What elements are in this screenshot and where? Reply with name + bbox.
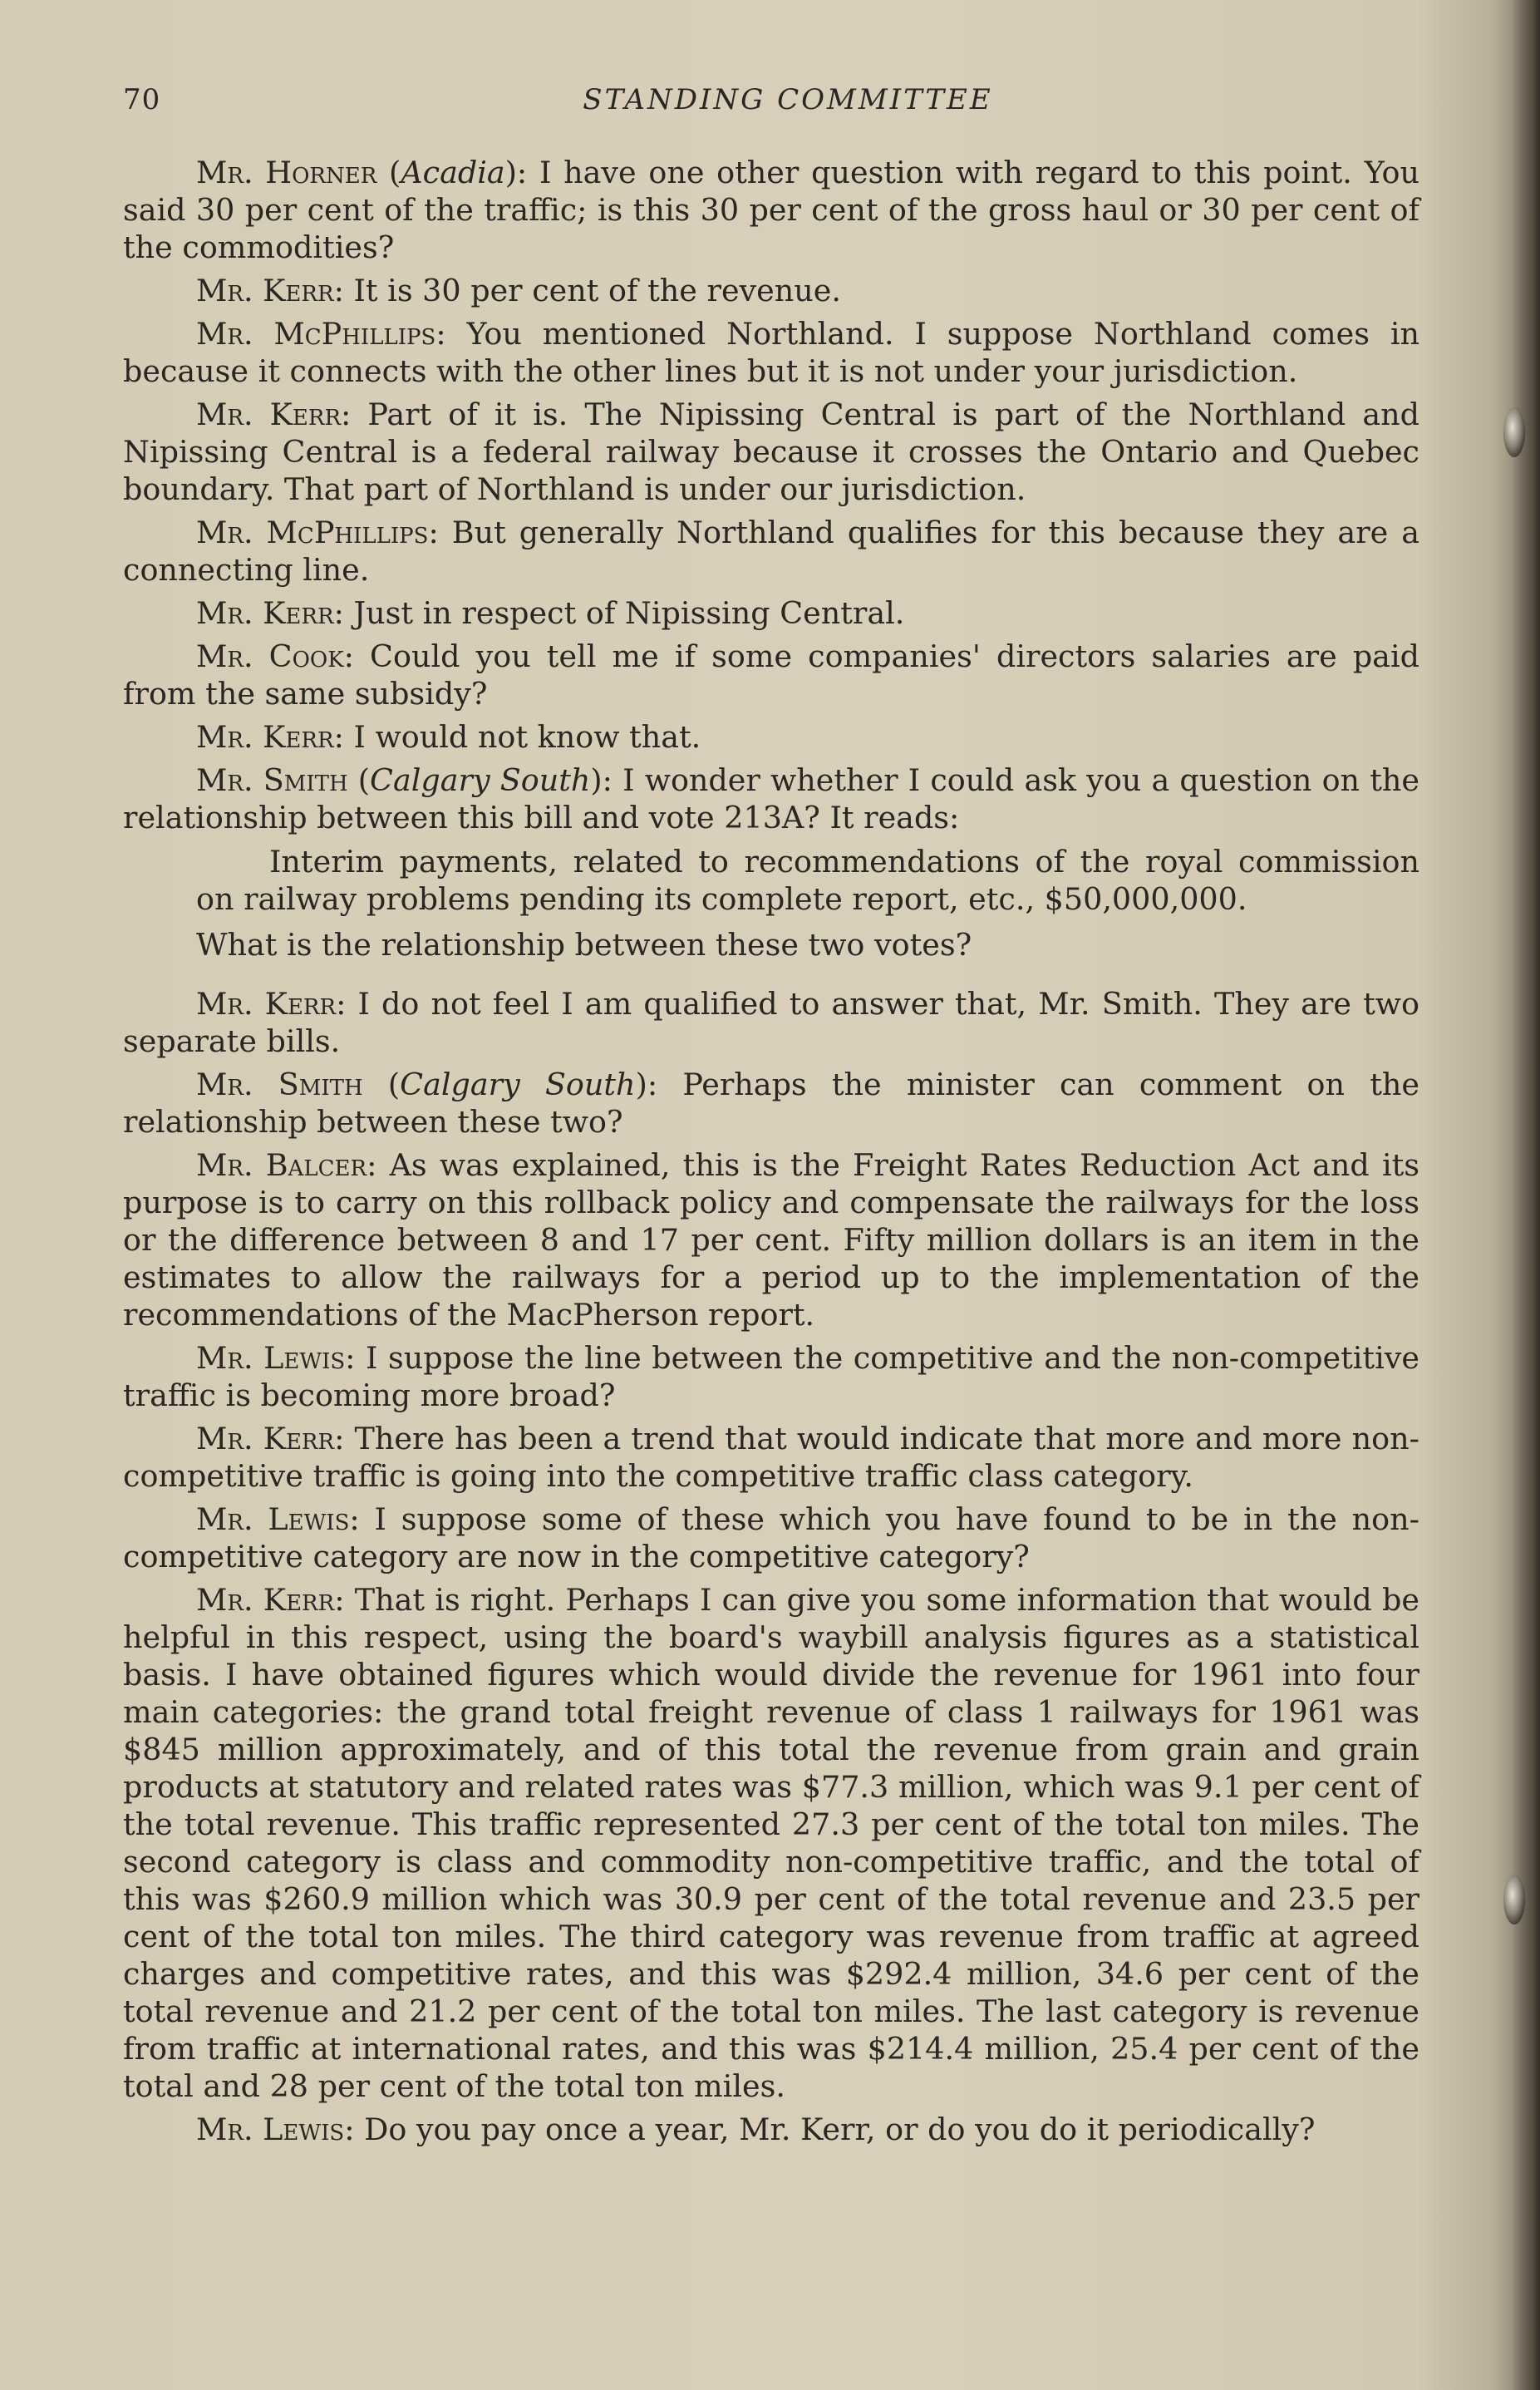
riding-name: Calgary South	[400, 1067, 636, 1102]
paragraph-text: I wonder whether I could ask you a question on the relationship between this bill and vote 213A? It reads:	[123, 762, 1420, 835]
paragraph-text: I have one other question with regard to this point. You said 30 per cent of the traffic; is this 30 per cent of the gross haul or 30 per cent of the commodities?	[123, 155, 1420, 265]
riding-name: Calgary South	[370, 762, 591, 798]
block-quote: Interim payments, related to recommendations of the royal commission on railway problems pending its complete report, etc., $50,000,000.	[196, 844, 1419, 917]
speaker-name: Mr. Smith	[196, 1067, 363, 1102]
paragraph-text: You mentioned Northland. I suppose Northland comes in because it connects with the other lines but it is not under your jurisdiction.	[123, 316, 1419, 389]
riding-name: Acadia	[401, 155, 505, 190]
speaker-name: Mr. Lewis	[196, 1340, 346, 1376]
transcript-paragraph: Mr. Lewis: I suppose some of these which you have found to be in the non-competitive category are now in the competitive category?	[123, 1501, 1419, 1574]
transcript-paragraph: Mr. Horner (Acadia): I have one other question with regard to this point. You said 30 per cent of the traffic; is this 30 per cent of the gross haul or 30 per cent of the commodities?	[123, 155, 1420, 265]
speaker-name: Mr. Lewis	[196, 2112, 345, 2147]
transcript-paragraph: Mr. McPhillips: You mentioned Northland. I suppose Northland comes in because it connects with the other lines but it is not under your jurisdiction.	[123, 316, 1419, 389]
transcript-paragraph: Mr. Kerr: I do not feel I am qualified to answer that, Mr. Smith. They are two separate bills.	[123, 986, 1419, 1059]
paragraph-text: Do you pay once a year, Mr. Kerr, or do you do it periodically?	[364, 2112, 1316, 2147]
transcript-paragraph: Mr. Kerr: Part of it is. The Nipissing Central is part of the Northland and Nipissing Central is a federal railway because it crosses the Ontario and Quebec boundary. That part of Northland is under our jurisdiction.	[123, 397, 1419, 507]
binding-clip-icon	[1503, 407, 1525, 457]
transcript-paragraph: Mr. Kerr: That is right. Perhaps I can give you some information that would be helpful in this respect, using the board's waybill analysis figures as a statistical basis. I have obtained figures which would divide the revenue for 1961 into four main categories: the grand total freight revenue of class 1 railways for 1961 was $845 million approximately, and of this total the revenue from grain and grain products at statutory and related rates was $77.3 million, which was 9.1 per cent of the total revenue. This traffic represented 27.3 per cent of the total ton miles. The second category is class and commodity non-competitive traffic, and the total of this was $260.9 million which was 30.9 per cent of the total revenue and 23.5 per cent of the total ton miles. The third category was revenue from traffic at agreed charges and competitive rates, and this was $292.4 million, 34.6 per cent of the total revenue and 21.2 per cent of the total ton miles. The last category is revenue from traffic at international rates, and this was $214.4 million, 25.4 per cent of the total and 28 per cent of the total ton miles.	[123, 1582, 1419, 2104]
speaker-name: Mr. Kerr	[196, 1582, 335, 1618]
speaker-name: Mr. Kerr	[196, 595, 334, 631]
speaker-name: Mr. Kerr	[196, 986, 337, 1022]
transcript-paragraph: Mr. Cook: Could you tell me if some companies' directors salaries are paid from the same subsidy?	[123, 638, 1419, 712]
speaker-name: Mr. Lewis	[196, 1501, 350, 1537]
transcript-body	[123, 154, 1419, 2154]
transcript-paragraph: Mr. Smith (Calgary South): I wonder whether I could ask you a question on the relationship between this bill and vote 213A? It reads:	[123, 762, 1420, 835]
speaker-name: Mr. Kerr	[196, 273, 334, 308]
paragraph-text: I do not feel I am qualified to answer that, Mr. Smith. They are two separate bills.	[123, 986, 1419, 1059]
transcript-paragraph: Mr. Balcer: As was explained, this is the Freight Rates Reduction Act and its purpose is to carry on this rollback policy and compensate the railways for the loss or the difference between 8 and 17 per cent. Fifty million dollars is an item in the estimates to allow the railways for a period up to the implementation of the recommendations of the MacPherson report.	[123, 1147, 1420, 1333]
binding-clip-icon	[1503, 1875, 1525, 1924]
page-number: 70	[123, 83, 161, 116]
paragraph-text: But generally Northland qualifies for this because they are a connecting line.	[123, 515, 1419, 588]
transcript-paragraph: Mr. Smith (Calgary South): Perhaps the minister can comment on the relationship between these two?	[123, 1067, 1419, 1140]
transcript-paragraph: Mr. Lewis: I suppose the line between the competitive and the non-competitive traffic is becoming more broad?	[123, 1340, 1419, 1413]
paragraph-text: Just in respect of Nipissing Central.	[353, 595, 905, 631]
spine-shadow	[1512, 0, 1540, 2390]
paragraph-text: As was explained, this is the Freight Rates Reduction Act and its purpose is to carry on this rollback policy and compensate the railways for the loss or the difference between 8 and 17 per cent. Fifty million dollars is an item in the estimates to allow the railways for a period up to the implementation of the recommendations of the MacPherson report.	[123, 1147, 1420, 1333]
paragraph-text: There has been a trend that would indicate that more and more non-competitive traffic is going into the competitive traffic class category.	[123, 1421, 1419, 1494]
speaker-name: Mr. Balcer	[196, 1147, 367, 1183]
speaker-name: Mr. McPhillips	[196, 515, 429, 550]
continuation-text: What is the relationship between these two votes?	[196, 927, 972, 963]
transcript-paragraph: Mr. Lewis: Do you pay once a year, Mr. Kerr, or do you do it periodically?	[196, 2112, 1316, 2147]
transcript-paragraph: Mr. Kerr: There has been a trend that would indicate that more and more non-competitive traffic is going into the competitive traffic class category.	[123, 1421, 1419, 1494]
transcript-paragraph: Mr. Kerr: Just in respect of Nipissing Central.	[196, 595, 905, 631]
speaker-name: Mr. Horner	[196, 155, 377, 190]
paragraph-text: Could you tell me if some companies' directors salaries are paid from the same subsidy?	[123, 638, 1419, 712]
paragraph-text: Perhaps the minister can comment on the relationship between these two?	[123, 1067, 1419, 1140]
paragraph-text: I suppose the line between the competitive and the non-competitive traffic is becoming more broad?	[123, 1340, 1419, 1413]
transcript-paragraph: Mr. Kerr: I would not know that.	[196, 719, 701, 755]
paragraph-text: Part of it is. The Nipissing Central is part of the Northland and Nipissing Central is a federal railway because it crosses the Ontario and Quebec boundary. That part of Northland is under our jurisdiction.	[123, 397, 1419, 507]
paragraph-text: I would not know that.	[353, 719, 701, 755]
transcript-paragraph: Mr. Kerr: It is 30 per cent of the revenue.	[196, 273, 841, 308]
paragraph-text: I suppose some of these which you have found to be in the non-competitive category are now in the competitive category?	[123, 1501, 1419, 1574]
page-header	[123, 83, 1419, 125]
speaker-name: Mr. Kerr	[196, 397, 342, 432]
transcript-paragraph: Mr. McPhillips: But generally Northland qualifies for this because they are a connecting line.	[123, 515, 1419, 588]
speaker-name: Mr. McPhillips	[196, 316, 436, 352]
speaker-name: Mr. Kerr	[196, 1421, 335, 1456]
speaker-name: Mr. Smith	[196, 762, 348, 798]
paragraph-text: It is 30 per cent of the revenue.	[353, 273, 841, 308]
paragraph-text: That is right. Perhaps I can give you some information that would be helpful in this respect, using the board's waybill analysis figures as a statistical basis. I have obtained figures which would divide the revenue for 1961 into four main categories: the grand total freight revenue of class 1 railways for 1961 was $845 million approximately, and of this total the revenue from grain and grain products at statutory and related rates was $77.3 million, which was 9.1 per cent of the total revenue. This traffic represented 27.3 per cent of the total ton miles. The second category is class and commodity non-competitive traffic, and the total of this was $260.9 million which was 30.9 per cent of the total revenue and 23.5 per cent of the total ton miles. The third category was revenue from traffic at agreed charges and competitive rates, and this was $292.4 million, 34.6 per cent of the total revenue and 21.2 per cent of the total ton miles. The last category is revenue from traffic at international rates, and this was $214.4 million, 25.4 per cent of the total and 28 per cent of the total ton miles.	[123, 1582, 1419, 2104]
running-head: STANDING COMMITTEE	[583, 83, 993, 116]
speaker-name: Mr. Cook	[196, 638, 344, 674]
speaker-name: Mr. Kerr	[196, 719, 334, 755]
